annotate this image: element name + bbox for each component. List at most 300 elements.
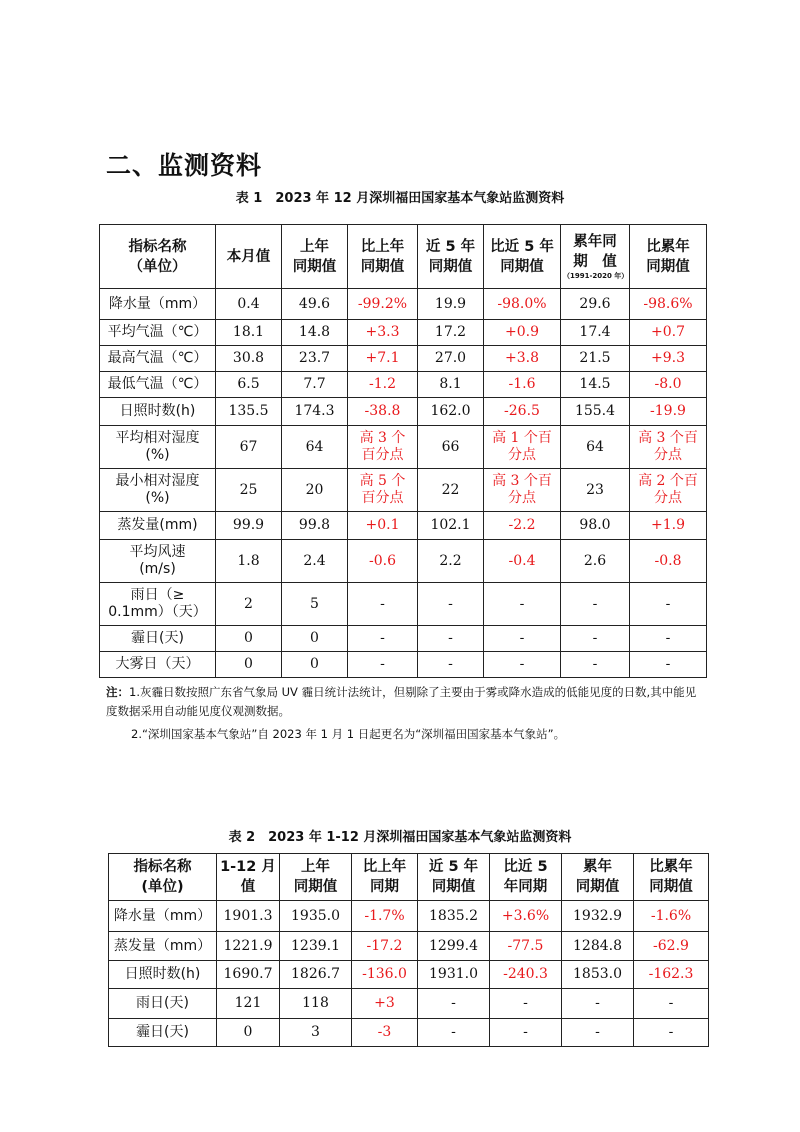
cell-line: 上年 bbox=[301, 859, 330, 875]
table-row bbox=[100, 289, 707, 320]
row-label bbox=[100, 652, 216, 678]
cell-line: 同期值 bbox=[646, 258, 690, 275]
section-title: 二、监测资料 bbox=[106, 151, 263, 180]
table1-notes bbox=[106, 683, 706, 744]
cell-line: 30.8 bbox=[232, 350, 265, 366]
table-cell bbox=[418, 626, 484, 652]
cell-line: 同期值 bbox=[649, 879, 693, 895]
column-header bbox=[630, 225, 707, 289]
cell-line: 平均相对湿度 bbox=[115, 430, 200, 446]
table-cell bbox=[348, 320, 418, 346]
cell-line: 121 bbox=[234, 995, 262, 1011]
cell-line: 102.1 bbox=[430, 517, 471, 533]
cell-line: 比累年 bbox=[649, 859, 693, 875]
table-cell bbox=[348, 426, 418, 469]
table-cell bbox=[490, 932, 562, 961]
cell-line: -98.6% bbox=[643, 295, 693, 312]
table-cell bbox=[418, 512, 484, 540]
column-header bbox=[109, 854, 217, 901]
cell-line: 1299.4 bbox=[429, 937, 478, 954]
cell-line: (%) bbox=[145, 490, 170, 506]
table-cell bbox=[217, 1019, 280, 1047]
table-cell bbox=[561, 346, 630, 372]
cell-line: - bbox=[592, 656, 598, 672]
table-cell bbox=[561, 372, 630, 398]
table-cell bbox=[348, 512, 418, 540]
table-cell bbox=[490, 1019, 562, 1047]
table-cell bbox=[216, 469, 282, 512]
table-cell bbox=[490, 989, 562, 1019]
row-label bbox=[100, 289, 216, 320]
table-row bbox=[109, 1019, 709, 1047]
cell-line: 1-12 月 bbox=[220, 859, 276, 875]
cell-line: 64 bbox=[586, 438, 604, 455]
note-1 bbox=[106, 683, 706, 721]
cell-line: 67 bbox=[239, 438, 258, 455]
cell-line: 高 3 个百 bbox=[492, 473, 552, 489]
cell-line: 21.5 bbox=[579, 350, 611, 366]
cell-line: -62.9 bbox=[653, 937, 689, 954]
cell-line: 最小相对湿度 bbox=[115, 473, 200, 489]
cell-line: - bbox=[523, 1024, 528, 1040]
table-cell bbox=[348, 469, 418, 512]
table-cell bbox=[418, 320, 484, 346]
note-lead: 注： bbox=[106, 685, 129, 699]
cell-line: 0 bbox=[310, 630, 319, 646]
table-row bbox=[100, 540, 707, 583]
table-cell bbox=[484, 469, 561, 512]
cell-line: 1221.9 bbox=[223, 937, 273, 954]
cell-line: -0.8 bbox=[654, 552, 682, 569]
cell-line: 1935.0 bbox=[291, 907, 340, 924]
cell-line: 同期值 bbox=[293, 879, 338, 895]
cell-line: -240.3 bbox=[503, 966, 548, 982]
cell-line: - bbox=[592, 630, 598, 646]
cell-line: 蒸发量（mm） bbox=[113, 937, 212, 954]
cell-line: 比上年 bbox=[362, 859, 407, 875]
column-header bbox=[352, 854, 418, 901]
table-row bbox=[100, 346, 707, 372]
cell-line: -3 bbox=[377, 1024, 392, 1040]
column-header bbox=[418, 854, 490, 901]
cell-line: 累年 bbox=[583, 859, 612, 875]
cell-line: - bbox=[448, 656, 453, 672]
header-note: （1991-2020 年） bbox=[563, 272, 629, 280]
cell-line: -17.2 bbox=[366, 937, 403, 954]
cell-line: 0 bbox=[243, 1024, 253, 1040]
cell-line: 平均气温（℃） bbox=[107, 324, 208, 340]
table-cell bbox=[418, 1019, 490, 1047]
cell-line: -162.3 bbox=[648, 966, 694, 982]
cell-line: 1932.9 bbox=[573, 907, 622, 924]
table-row bbox=[100, 652, 707, 678]
table-cell bbox=[630, 426, 707, 469]
cell-line: 2 bbox=[244, 595, 253, 612]
table-cell bbox=[561, 652, 630, 678]
table-row bbox=[100, 398, 707, 426]
cell-line: 分点 bbox=[654, 490, 682, 506]
table-cell bbox=[630, 346, 707, 372]
cell-line: 18.1 bbox=[232, 324, 265, 340]
cell-line: +3.3 bbox=[365, 324, 400, 340]
cell-line: 64 bbox=[305, 438, 324, 455]
cell-line: 分点 bbox=[508, 490, 536, 506]
table-cell bbox=[280, 932, 352, 961]
cell-line: 值 bbox=[240, 879, 256, 895]
table-cell bbox=[484, 512, 561, 540]
table-cell bbox=[630, 289, 707, 320]
table-cell bbox=[484, 652, 561, 678]
table-cell bbox=[280, 1019, 352, 1047]
cell-line: - bbox=[380, 595, 385, 612]
cell-line: - bbox=[668, 1024, 674, 1040]
cell-line: 1853.0 bbox=[573, 966, 622, 982]
cell-line: -1.6 bbox=[508, 376, 536, 392]
cell-line: - bbox=[380, 630, 385, 646]
table-cell bbox=[561, 320, 630, 346]
table-cell bbox=[216, 289, 282, 320]
table-cell bbox=[282, 512, 348, 540]
cell-line: （单位） bbox=[128, 258, 187, 275]
note-1-text: 1.灰霾日数按照广东省气象局 UV 霾日统计法统计，但剔除了主要由于雾或降水造成的低能见度的日数,其中能见度数据采用自动能见度仪观测数据。 bbox=[106, 685, 697, 718]
cell-line: -1.7% bbox=[364, 907, 405, 924]
table-cell bbox=[484, 320, 561, 346]
table-cell bbox=[418, 289, 484, 320]
cell-line: 分点 bbox=[508, 447, 536, 463]
table-cell bbox=[418, 540, 484, 583]
table-cell bbox=[282, 289, 348, 320]
table-cell bbox=[216, 372, 282, 398]
table-cell bbox=[562, 989, 634, 1019]
table-cell bbox=[216, 540, 282, 583]
cell-line: -26.5 bbox=[504, 403, 540, 419]
table-cell bbox=[352, 1019, 418, 1047]
cell-line: 0 bbox=[244, 630, 253, 646]
cell-line: 百分点 bbox=[361, 490, 404, 506]
note-2-text: 2.“深圳国家基本气象站”自 2023 年 1 月 1 日起更名为“深圳福田国家基本气象站”。 bbox=[131, 727, 566, 741]
cell-line: 降水量（mm） bbox=[108, 295, 207, 312]
cell-line: 同期值 bbox=[428, 258, 473, 275]
cell-line: 1.8 bbox=[237, 552, 260, 569]
cell-line: 27.0 bbox=[434, 350, 467, 366]
cell-line: 8.1 bbox=[439, 376, 462, 392]
table-row bbox=[109, 961, 709, 989]
table-cell bbox=[630, 583, 707, 626]
cell-line: 1826.7 bbox=[291, 966, 340, 982]
table-cell bbox=[561, 469, 630, 512]
cell-line: 高 3 个 bbox=[359, 430, 406, 446]
cell-line: 174.3 bbox=[294, 403, 335, 419]
cell-line: - bbox=[380, 656, 385, 672]
cell-line: 降水量（mm） bbox=[113, 907, 212, 924]
cell-line: 上年 bbox=[300, 238, 329, 255]
row-label bbox=[100, 320, 216, 346]
cell-line: +3.8 bbox=[505, 350, 539, 366]
table-cell bbox=[217, 989, 280, 1019]
cell-line: 比近 5 bbox=[503, 859, 548, 875]
table-cell bbox=[216, 652, 282, 678]
column-header bbox=[634, 854, 709, 901]
table-cell bbox=[630, 626, 707, 652]
table-row bbox=[100, 469, 707, 512]
cell-line: 2.2 bbox=[439, 552, 462, 569]
cell-line: 118 bbox=[302, 995, 329, 1011]
table-cell bbox=[216, 398, 282, 426]
cell-line: 155.4 bbox=[574, 403, 616, 419]
cell-line: -0.6 bbox=[369, 552, 396, 569]
cell-line: -98.0% bbox=[497, 295, 547, 312]
cell-line: - bbox=[592, 595, 598, 612]
cell-line: 5 bbox=[310, 595, 319, 612]
cell-line: 平均风速 bbox=[129, 544, 186, 560]
cell-line: - bbox=[519, 630, 525, 646]
cell-line: -38.8 bbox=[364, 403, 401, 419]
cell-line: 高 1 个百 bbox=[492, 430, 552, 446]
cell-line: 22 bbox=[441, 481, 460, 498]
cell-line: 日照时数(h) bbox=[124, 966, 201, 982]
cell-line: 年同期 bbox=[503, 879, 548, 895]
table-cell bbox=[561, 289, 630, 320]
table-cell bbox=[561, 626, 630, 652]
header-row bbox=[109, 854, 709, 901]
row-label bbox=[100, 512, 216, 540]
table-cell bbox=[418, 372, 484, 398]
column-header bbox=[100, 225, 216, 289]
table-cell bbox=[348, 398, 418, 426]
cell-line: +0.7 bbox=[651, 324, 685, 340]
cell-line: 同期 bbox=[370, 879, 399, 895]
row-label bbox=[109, 961, 217, 989]
table2-caption: 表 2 2023 年 1-12 月深圳福田国家基本气象站监测资料 bbox=[228, 830, 572, 845]
cell-line: - bbox=[448, 595, 453, 612]
table-row bbox=[109, 932, 709, 961]
column-header bbox=[562, 854, 634, 901]
table-cell bbox=[217, 961, 280, 989]
cell-line: -136.0 bbox=[362, 966, 407, 982]
cell-line: 高 3 个百 bbox=[638, 430, 698, 446]
cell-line: - bbox=[665, 656, 671, 672]
cell-line: 指标名称 bbox=[128, 238, 187, 255]
table-cell bbox=[562, 901, 634, 932]
cell-line: 162.0 bbox=[430, 403, 471, 419]
cell-line: 98.0 bbox=[579, 517, 611, 533]
row-label bbox=[100, 426, 216, 469]
table-cell bbox=[216, 426, 282, 469]
row-label bbox=[100, 346, 216, 372]
column-header bbox=[217, 854, 280, 901]
table-cell bbox=[348, 372, 418, 398]
table-cell bbox=[348, 346, 418, 372]
cell-line: 1284.8 bbox=[573, 937, 622, 954]
cell-line: 同期值 bbox=[360, 258, 405, 275]
table-cell bbox=[216, 583, 282, 626]
row-label bbox=[109, 901, 217, 932]
cell-line: 29.6 bbox=[579, 295, 611, 312]
cell-line: 17.4 bbox=[579, 324, 611, 340]
table-cell bbox=[216, 512, 282, 540]
cell-line: 135.5 bbox=[228, 403, 269, 419]
cell-line: 25 bbox=[239, 481, 258, 498]
cell-line: 1690.7 bbox=[223, 966, 273, 982]
cell-line: 同期值 bbox=[575, 879, 620, 895]
table-cell bbox=[490, 901, 562, 932]
table-row bbox=[100, 512, 707, 540]
cell-line: +0.1 bbox=[365, 517, 400, 533]
cell-line: +7.1 bbox=[365, 350, 400, 366]
table-cell bbox=[418, 901, 490, 932]
table-cell bbox=[418, 652, 484, 678]
cell-line: 3 bbox=[311, 1024, 320, 1040]
table-row bbox=[109, 989, 709, 1019]
cell-line: (单位) bbox=[141, 879, 184, 895]
cell-line: - bbox=[665, 595, 671, 612]
cell-line: 6.5 bbox=[237, 376, 260, 392]
cell-line: 本月值 bbox=[226, 248, 271, 265]
cell-line: 7.7 bbox=[303, 376, 326, 392]
table-cell bbox=[630, 512, 707, 540]
table-cell bbox=[352, 989, 418, 1019]
cell-line: - bbox=[451, 995, 456, 1011]
table-cell bbox=[418, 583, 484, 626]
cell-line: 高 2 个百 bbox=[638, 473, 698, 489]
table-cell bbox=[282, 626, 348, 652]
row-label bbox=[100, 540, 216, 583]
cell-line: - bbox=[519, 595, 525, 612]
cell-line: -2.2 bbox=[508, 517, 536, 533]
table2-annual-data bbox=[108, 853, 709, 1047]
table-cell bbox=[282, 426, 348, 469]
cell-line: +9.3 bbox=[651, 350, 685, 366]
cell-line: - bbox=[668, 995, 674, 1011]
cell-line: -0.4 bbox=[508, 552, 536, 569]
table-cell bbox=[282, 320, 348, 346]
table-cell bbox=[282, 346, 348, 372]
note-2 bbox=[106, 725, 706, 744]
table-cell bbox=[630, 652, 707, 678]
cell-line: +3 bbox=[374, 995, 395, 1011]
cell-line: 同期值 bbox=[431, 879, 476, 895]
table-cell bbox=[484, 540, 561, 583]
cell-line: 2.6 bbox=[583, 552, 607, 569]
cell-line: 雨日（≥ bbox=[130, 587, 185, 603]
table-cell bbox=[634, 901, 709, 932]
table-cell bbox=[282, 583, 348, 626]
row-label bbox=[109, 1019, 217, 1047]
cell-line: 雨日(天) bbox=[136, 995, 189, 1011]
table1-monthly-data bbox=[99, 224, 707, 678]
cell-line: 霾日(天) bbox=[136, 1024, 189, 1040]
cell-line: 17.2 bbox=[434, 324, 467, 340]
table-cell bbox=[630, 469, 707, 512]
cell-line: 20 bbox=[305, 481, 324, 498]
cell-line: 1931.0 bbox=[429, 966, 478, 982]
table-cell bbox=[561, 512, 630, 540]
table-cell bbox=[418, 426, 484, 469]
cell-line: - bbox=[665, 630, 671, 646]
cell-line: 比累年 bbox=[646, 238, 690, 255]
table-cell bbox=[216, 346, 282, 372]
row-label bbox=[100, 626, 216, 652]
column-header bbox=[216, 225, 282, 289]
table-cell bbox=[352, 961, 418, 989]
cell-line: 霾日(天) bbox=[131, 630, 184, 646]
table-cell bbox=[630, 320, 707, 346]
table-cell bbox=[630, 398, 707, 426]
column-header bbox=[484, 225, 561, 289]
table-cell bbox=[418, 961, 490, 989]
cell-line: 0.1mm）（天） bbox=[108, 604, 207, 620]
table-cell bbox=[348, 652, 418, 678]
cell-line: -19.9 bbox=[650, 403, 686, 419]
table-cell bbox=[630, 540, 707, 583]
column-header bbox=[280, 854, 352, 901]
table-cell bbox=[280, 989, 352, 1019]
cell-line: 同期值 bbox=[500, 258, 544, 275]
table-cell bbox=[216, 626, 282, 652]
cell-line: - bbox=[595, 995, 600, 1011]
cell-line: 66 bbox=[441, 438, 460, 455]
cell-line: (m/s) bbox=[139, 561, 176, 577]
cell-line: -1.6% bbox=[650, 907, 692, 924]
table-cell bbox=[217, 932, 280, 961]
table-cell bbox=[280, 961, 352, 989]
cell-line: - bbox=[523, 995, 528, 1011]
table-cell bbox=[561, 583, 630, 626]
table-cell bbox=[484, 426, 561, 469]
table-cell bbox=[562, 1019, 634, 1047]
table-cell bbox=[484, 289, 561, 320]
table-cell bbox=[634, 961, 709, 989]
cell-line: 近 5 年 bbox=[428, 859, 479, 875]
cell-line: 2.4 bbox=[303, 552, 326, 569]
row-label bbox=[109, 989, 217, 1019]
table-cell bbox=[216, 320, 282, 346]
table-row bbox=[100, 320, 707, 346]
cell-line: 指标名称 bbox=[133, 859, 192, 875]
table-cell bbox=[418, 469, 484, 512]
cell-line: 百分点 bbox=[361, 447, 404, 463]
table-cell bbox=[282, 398, 348, 426]
row-label bbox=[100, 583, 216, 626]
table-cell bbox=[561, 540, 630, 583]
cell-line: +0.9 bbox=[505, 324, 539, 340]
cell-line: 分点 bbox=[654, 447, 682, 463]
table-cell bbox=[418, 989, 490, 1019]
cell-line: 大雾日（天） bbox=[115, 656, 200, 672]
cell-line: (%) bbox=[145, 447, 170, 463]
row-label bbox=[100, 398, 216, 426]
table-row bbox=[100, 626, 707, 652]
cell-line: 最低气温（℃） bbox=[107, 376, 208, 392]
table-cell bbox=[418, 932, 490, 961]
cell-line: 比近 5 年 bbox=[490, 238, 554, 255]
cell-line: 49.6 bbox=[298, 295, 331, 312]
cell-line: 19.9 bbox=[434, 295, 467, 312]
row-label bbox=[109, 932, 217, 961]
cell-line: 0 bbox=[310, 656, 319, 672]
cell-line: -77.5 bbox=[507, 937, 544, 954]
table-cell bbox=[634, 1019, 709, 1047]
cell-line: 0.4 bbox=[237, 295, 260, 312]
table-cell bbox=[348, 626, 418, 652]
cell-line: 1239.1 bbox=[291, 937, 340, 954]
table-cell bbox=[484, 583, 561, 626]
table-cell bbox=[484, 626, 561, 652]
table-row bbox=[100, 583, 707, 626]
table-cell bbox=[490, 961, 562, 989]
cell-line: 累年同 bbox=[573, 234, 617, 250]
cell-line: 14.5 bbox=[579, 376, 611, 392]
